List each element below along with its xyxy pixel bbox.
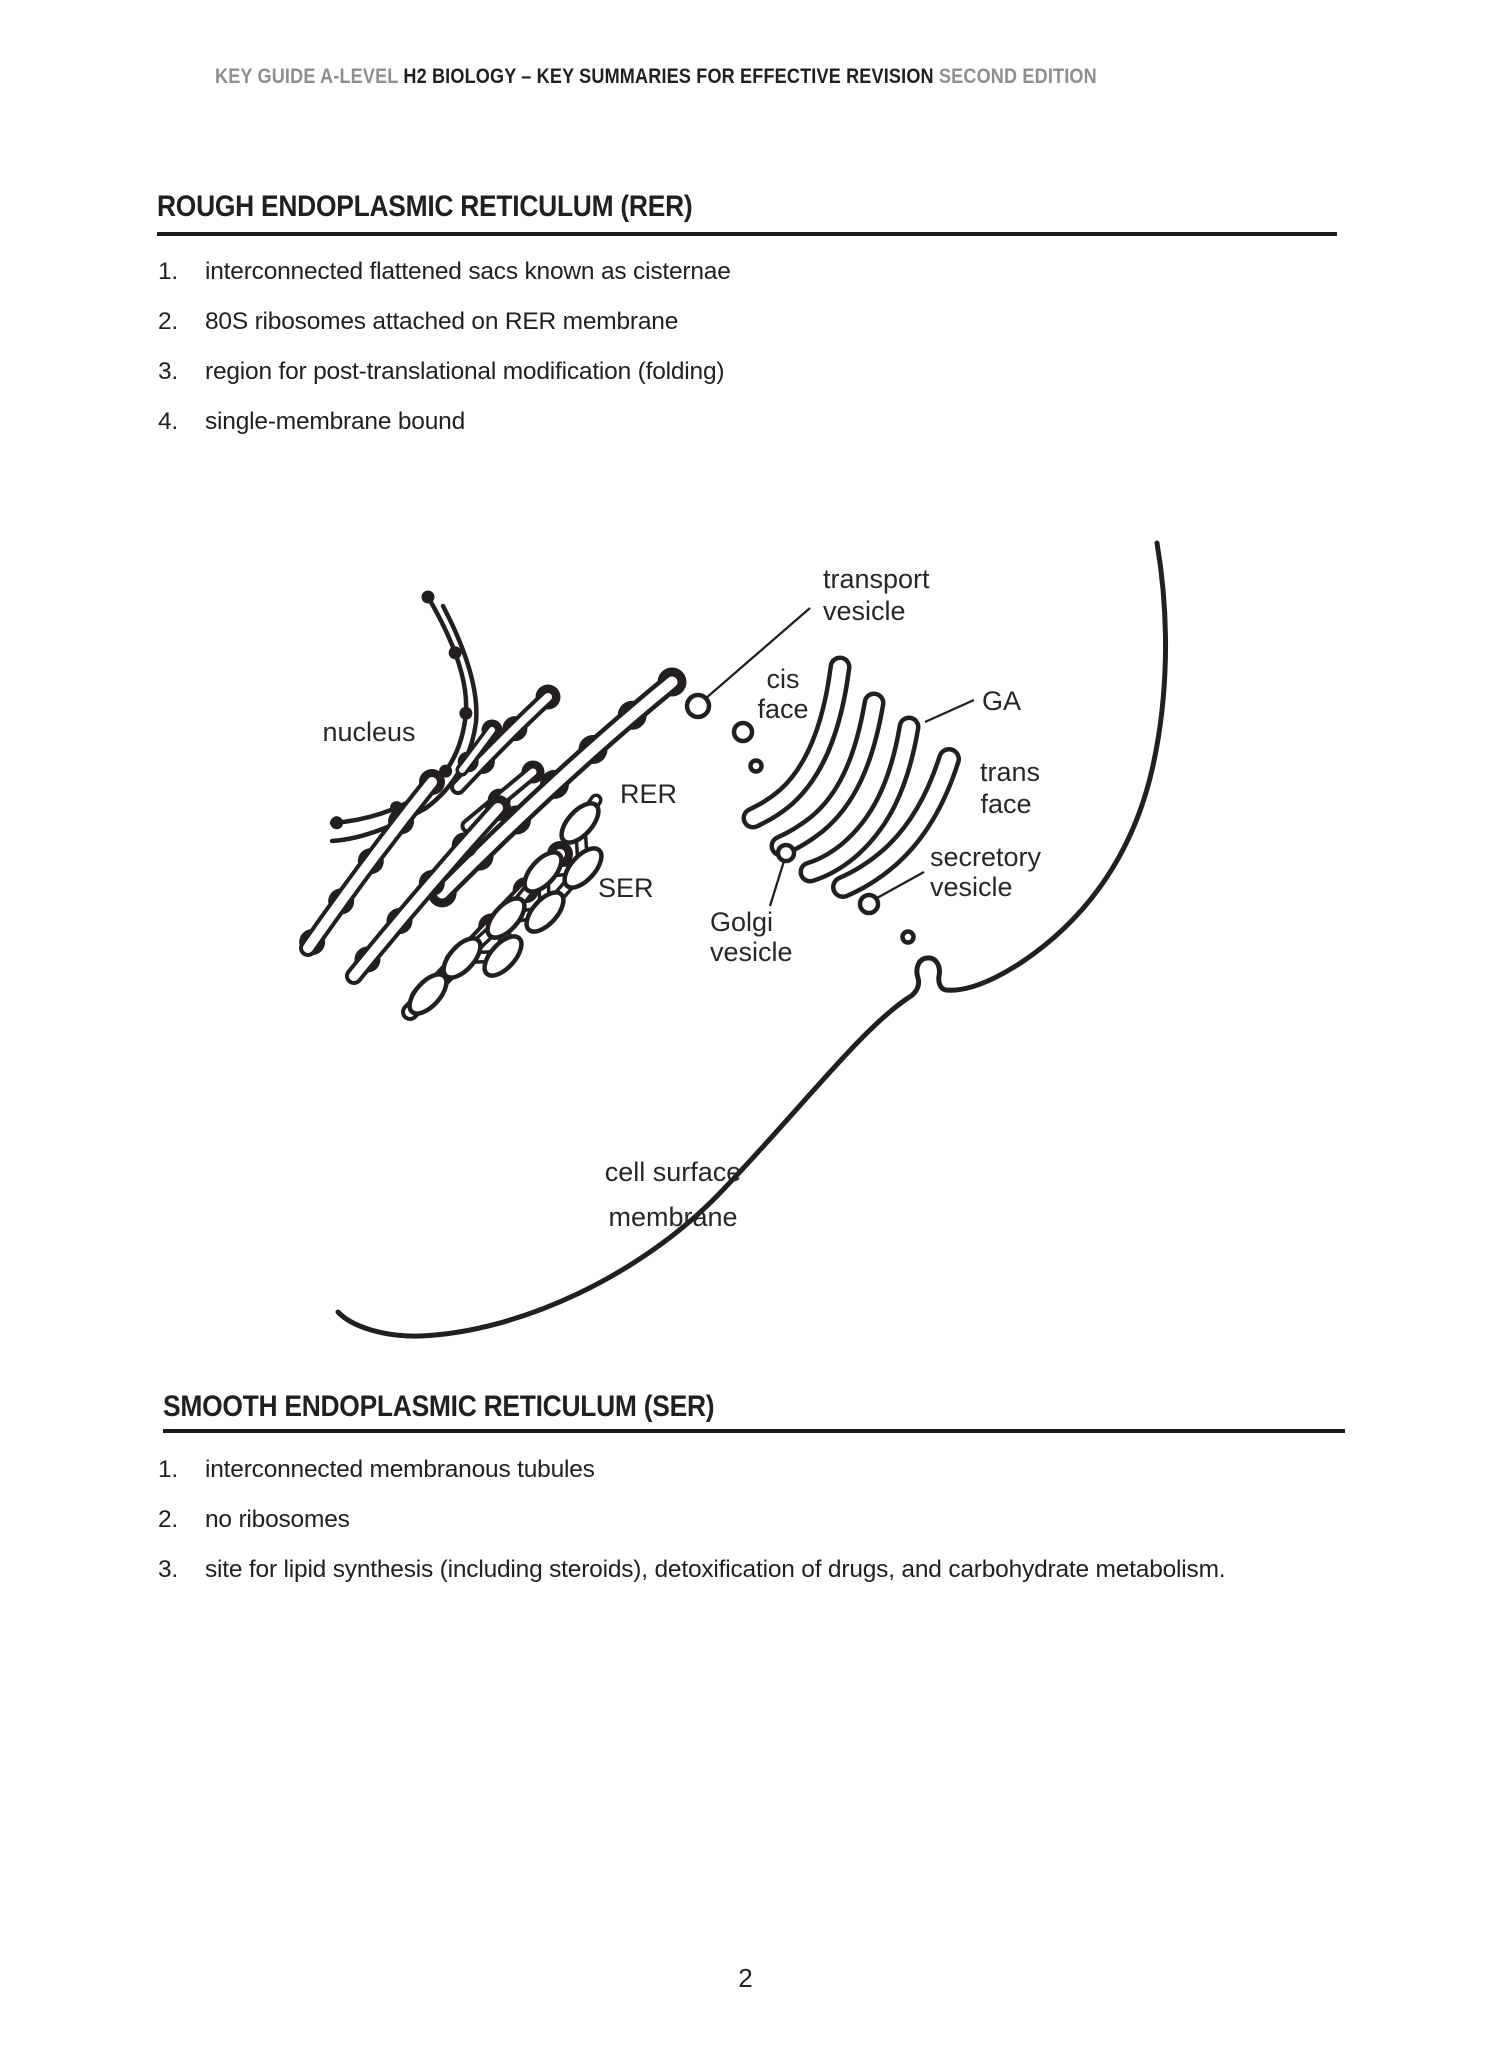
list-item-number: 4. bbox=[158, 408, 179, 435]
secretory-vesicle-label: vesicle bbox=[930, 872, 1013, 902]
list-item-number: 1. bbox=[158, 258, 179, 285]
list-item-text: no ribosomes bbox=[205, 1506, 350, 1533]
ser-list bbox=[158, 1456, 1225, 1606]
list-item-number: 3. bbox=[158, 358, 179, 385]
running-header bbox=[215, 64, 1097, 89]
section-heading-ser: SMOOTH ENDOPLASMIC RETICULUM (SER) bbox=[163, 1390, 715, 1423]
list-item-number: 2. bbox=[158, 1506, 179, 1533]
list-item-text: 80S ribosomes attached on RER membrane bbox=[205, 308, 679, 335]
cell-surface-membrane-label: membrane bbox=[608, 1202, 738, 1232]
list-item-number: 1. bbox=[158, 1456, 179, 1483]
transport-vesicle-label: transport bbox=[823, 564, 930, 594]
list-item-text: interconnected flattened sacs known as cisternae bbox=[205, 258, 731, 285]
cis-face-label: cis bbox=[766, 664, 800, 694]
heading-underline-ser bbox=[163, 1429, 1345, 1433]
secretory-vesicle-circle bbox=[860, 895, 878, 913]
header-book-title: H2 BIOLOGY – KEY SUMMARIES FOR EFFECTIVE REVISION bbox=[403, 64, 934, 88]
list-item bbox=[158, 1556, 1225, 1606]
small-vesicle-circle bbox=[751, 761, 762, 772]
list-item-text: single-membrane bound bbox=[205, 408, 466, 435]
heading-underline-rer bbox=[157, 232, 1337, 236]
list-item bbox=[158, 308, 731, 358]
list-item-text: site for lipid synthesis (including steroids), detoxification of drugs, and carbohydrate metabolism. bbox=[205, 1556, 1226, 1583]
ga-label: GA bbox=[982, 686, 1022, 716]
header-edition-suffix: SECOND EDITION bbox=[938, 64, 1097, 88]
small-vesicle-circle bbox=[903, 932, 914, 943]
list-item bbox=[158, 1456, 1225, 1506]
list-item-number: 2. bbox=[158, 308, 179, 335]
list-item bbox=[158, 258, 731, 308]
ser-label: SER bbox=[598, 873, 654, 903]
list-item-text: region for post-translational modification (folding) bbox=[205, 358, 725, 385]
list-item bbox=[158, 1506, 1225, 1556]
trans-face-label: face bbox=[980, 789, 1032, 819]
nucleus-label: nucleus bbox=[322, 717, 416, 747]
page-number: 2 bbox=[738, 1963, 753, 1993]
golgi-vesicle-circle bbox=[778, 845, 794, 861]
list-item bbox=[158, 358, 731, 408]
trans-face-label: trans bbox=[979, 757, 1041, 787]
golgi-vesicle-label: vesicle bbox=[710, 937, 793, 967]
section-heading-rer: ROUGH ENDOPLASMIC RETICULUM (RER) bbox=[157, 190, 693, 223]
cell-diagram bbox=[220, 520, 1210, 1360]
list-item-number: 3. bbox=[158, 1556, 179, 1583]
cis-face-label: face bbox=[757, 694, 809, 724]
header-edition-prefix: KEY GUIDE A-LEVEL bbox=[215, 64, 399, 88]
cell-surface-membrane-label: cell surface bbox=[604, 1157, 742, 1187]
rer-label: RER bbox=[620, 779, 678, 809]
small-vesicle-circle bbox=[734, 723, 752, 741]
golgi-vesicle-pointer bbox=[770, 861, 784, 906]
ga-pointer bbox=[925, 700, 974, 722]
rer-list bbox=[158, 258, 731, 458]
transport-vesicle-label: vesicle bbox=[823, 596, 906, 626]
list-item-text: interconnected membranous tubules bbox=[205, 1456, 595, 1483]
secretory-vesicle-label: secretory bbox=[930, 842, 1042, 872]
list-item bbox=[158, 408, 731, 458]
golgi-vesicle-label: Golgi bbox=[710, 907, 774, 937]
